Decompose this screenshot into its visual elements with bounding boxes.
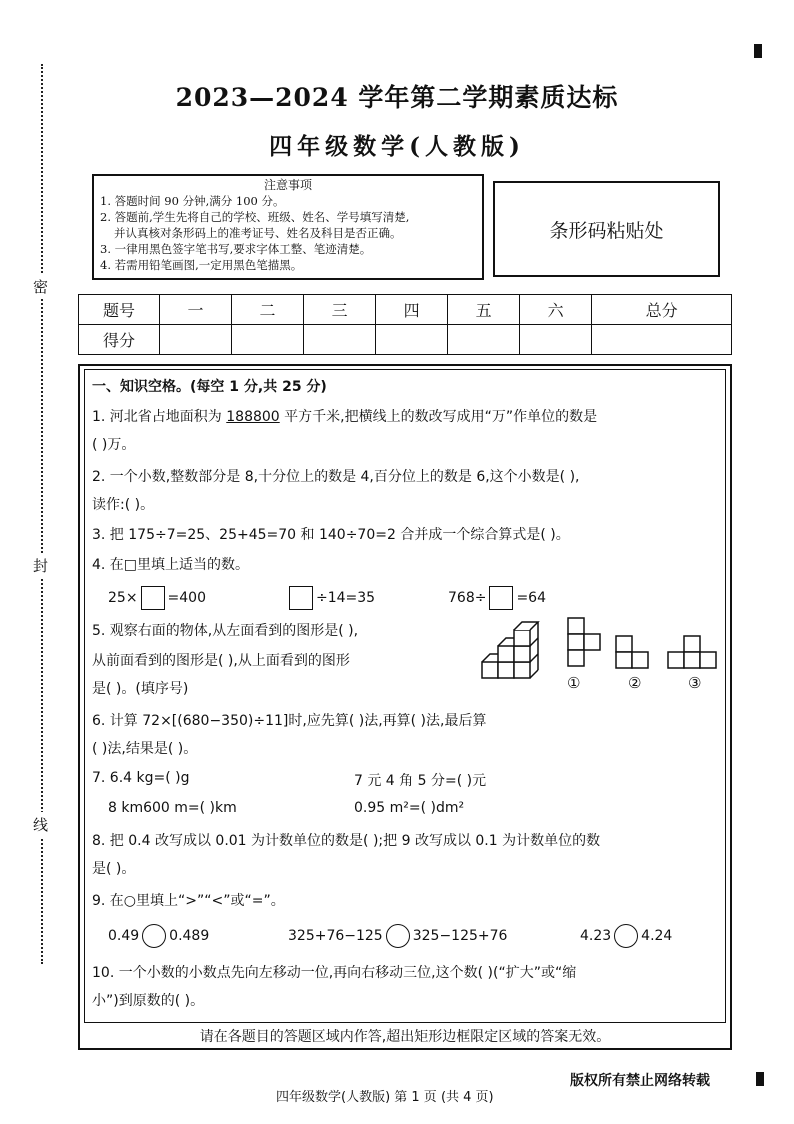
question-8-line1[interactable]: 8. 把 0.4 改写成以 0.01 为计数单位的数是( );把 9 改写成以 0.1 为计数单位的数 <box>92 833 601 849</box>
question-6-line2[interactable]: ( )法,结果是( )。 <box>92 741 198 757</box>
question-7a[interactable]: 7. 6.4 kg=( )g <box>92 770 190 786</box>
notice-item: 2. 答题前,学生先将自己的学校、班级、姓名、学号填写清楚, <box>100 210 410 224</box>
question-1: 1. 河北省占地面积为 188800 平方千米,把横线上的数改写成用“万”作单位的数是 <box>92 409 598 425</box>
barcode-area <box>493 181 720 277</box>
score-input-cell[interactable] <box>448 325 520 355</box>
binding-char-mi: 密 <box>33 274 48 299</box>
question-4a: 25× =400 <box>108 586 206 610</box>
score-cell: 六 <box>520 295 592 325</box>
question-4: 4. 在□里填上适当的数。 <box>92 557 250 573</box>
question-7b[interactable]: 7 元 4 角 5 分=( )元 <box>354 773 487 789</box>
score-cell: 得分 <box>79 325 160 355</box>
score-input-cell[interactable] <box>304 325 376 355</box>
compare-circle[interactable] <box>614 924 638 948</box>
score-cell: 一 <box>160 295 232 325</box>
question-2[interactable]: 2. 一个小数,整数部分是 8,十分位上的数是 4,百分位上的数是 6,这个小数是( ), <box>92 469 580 485</box>
score-cell: 五 <box>448 295 520 325</box>
question-5-line3[interactable]: 是( )。(填序号) <box>92 681 189 697</box>
score-cell: 总分 <box>592 295 732 325</box>
underlined-number: 188800 <box>226 409 280 425</box>
binding-char-xian: 线 <box>33 812 48 837</box>
question-7d[interactable]: 0.95 m²=( )dm² <box>354 800 465 816</box>
corner-mark-top <box>754 44 762 58</box>
page-footer: 四年级数学(人教版) 第 1 页 (共 4 页) <box>276 1090 494 1105</box>
score-table-score-row <box>79 325 732 355</box>
question-1-answer[interactable]: ( )万。 <box>92 437 136 453</box>
view-label-3: ③ <box>688 674 702 692</box>
notice-item: 4. 若需用铅笔画图,一定用黑色笔描黑。 <box>100 258 303 272</box>
question-3[interactable]: 3. 把 175÷7=25、25+45=70 和 140÷70=2 合并成一个综合算式是( )。 <box>92 527 570 543</box>
question-10-line1[interactable]: 10. 一个小数的小数点先向左移动一位,再向右移动三位,这个数( )(“扩大”或“缩 <box>92 965 577 981</box>
view-figure-1 <box>566 616 602 672</box>
question-2-reading[interactable]: 读作:( )。 <box>92 497 155 513</box>
question-6-line1[interactable]: 6. 计算 72×[(680−350)÷11]时,应先算( )法,再算( )法,最后算 <box>92 713 487 729</box>
question-9b: 325+76−125 325−125+76 <box>288 924 507 948</box>
view-figure-2 <box>614 632 650 672</box>
notice-item: 3. 一律用黑色签字笔书写,要求字体工整、笔迹清楚。 <box>100 242 372 256</box>
score-cell: 四 <box>376 295 448 325</box>
exam-subtitle: 四年级数学(人教版) <box>269 133 525 160</box>
question-4b: ÷14=35 <box>286 586 375 610</box>
compare-circle[interactable] <box>386 924 410 948</box>
score-input-cell[interactable] <box>520 325 592 355</box>
answer-box[interactable] <box>289 586 313 610</box>
question-9: 9. 在○里填上“>”“<”或“=”。 <box>92 893 285 909</box>
binding-char-feng: 封 <box>33 553 48 578</box>
notice-title: 注意事项 <box>263 178 312 192</box>
score-table-header-row <box>79 295 732 325</box>
question-5-line1[interactable]: 5. 观察右面的物体,从左面看到的图形是( ), <box>92 623 359 639</box>
score-table <box>78 294 732 355</box>
notice-box <box>92 174 484 280</box>
score-input-cell[interactable] <box>376 325 448 355</box>
question-9a: 0.49 0.489 <box>108 924 209 948</box>
answer-box[interactable] <box>489 586 513 610</box>
notice-item: 并认真核对条形码上的准考证号、姓名及科目是否正确。 <box>114 226 402 240</box>
answer-box[interactable] <box>141 586 165 610</box>
exam-title: 2023—2024 学年第二学期素质达标 <box>175 83 619 112</box>
score-cell: 三 <box>304 295 376 325</box>
section-heading: 一、知识空格。(每空 1 分,共 25 分) <box>92 379 327 395</box>
score-cell: 题号 <box>79 295 160 325</box>
question-4c: 768÷ =64 <box>448 586 546 610</box>
score-cell: 二 <box>232 295 304 325</box>
score-input-cell[interactable] <box>232 325 304 355</box>
corner-mark-bottom <box>756 1072 764 1086</box>
cube-stack-figure <box>480 620 552 692</box>
answer-area-warning: 请在各题目的答题区域内作答,超出矩形边框限定区域的答案无效。 <box>199 1029 611 1045</box>
copyright-notice: 版权所有禁止网络转载 <box>570 1073 710 1089</box>
barcode-label: 条形码粘贴处 <box>549 219 664 242</box>
notice-item: 1. 答题时间 90 分钟,满分 100 分。 <box>100 194 285 208</box>
view-label-1: ① <box>567 674 581 692</box>
score-input-cell[interactable] <box>592 325 732 355</box>
question-5-line2[interactable]: 从前面看到的图形是( ),从上面看到的图形 <box>92 653 350 669</box>
question-9c: 4.23 4.24 <box>580 924 672 948</box>
compare-circle[interactable] <box>142 924 166 948</box>
score-input-cell[interactable] <box>160 325 232 355</box>
view-figure-3 <box>666 632 720 672</box>
question-8-line2[interactable]: 是( )。 <box>92 861 136 877</box>
view-label-2: ② <box>628 674 642 692</box>
question-10-line2[interactable]: 小”)到原数的( )。 <box>92 993 205 1009</box>
question-7c[interactable]: 8 km600 m=( )km <box>108 800 237 816</box>
